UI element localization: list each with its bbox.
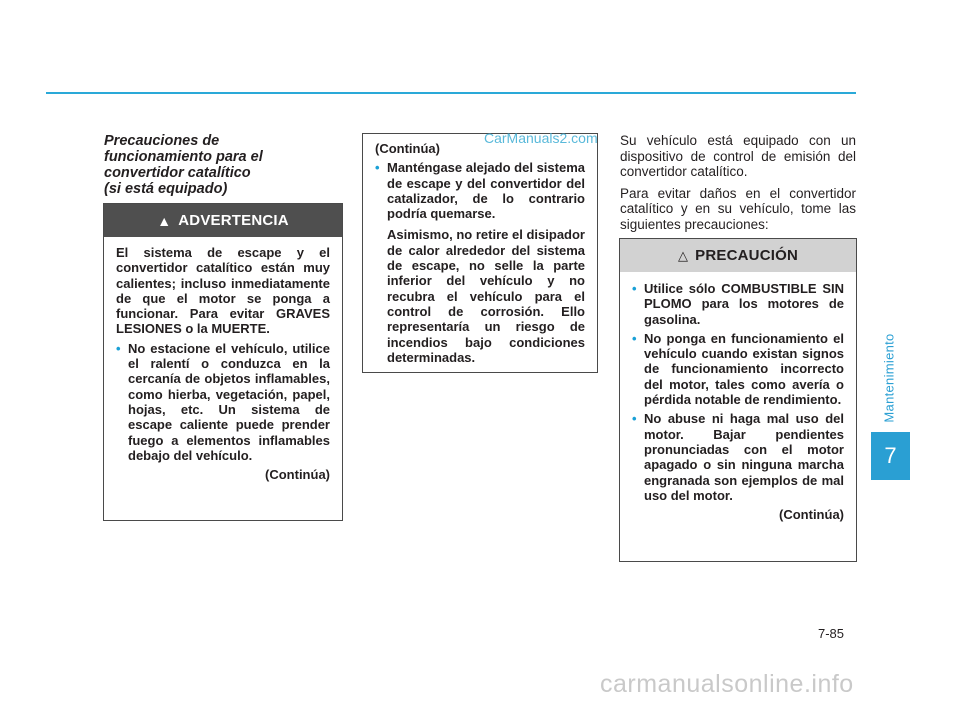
caution-box-title: PRECAUCIÓN	[695, 247, 799, 264]
bullet-dot-icon: •	[632, 281, 637, 296]
caution-continues: (Continúa)	[779, 507, 844, 523]
continued-bullet-text: Manténgase alejado del sistema de escape y del convertidor del catalizador, de lo contrario podría quemarse.	[387, 160, 585, 222]
section-title	[104, 133, 344, 197]
chapter-number: 7	[884, 443, 897, 468]
warning-triangle-icon: ▲	[157, 212, 172, 229]
bullet-dot-icon: •	[632, 330, 637, 346]
body-text	[620, 133, 856, 238]
bullet-dot-icon: •	[632, 411, 637, 427]
caution-bullet-text: Utilice sólo COMBUSTIBLE SIN PLOMO para los motores de gasolina.	[644, 281, 844, 327]
caution-bullet-text: No ponga en funcionamiento el vehículo cuando existan signos de funcionamiento incorrecto del motor, tales como avería o pérdida notable de rendimiento.	[644, 330, 844, 408]
section-title-line: funcionamiento para el	[104, 149, 263, 165]
warning-box-header	[104, 204, 342, 237]
caution-box	[619, 238, 857, 562]
caution-box-header	[620, 239, 856, 272]
continued-heading: (Continúa)	[375, 141, 440, 156]
bullet-dot-icon: •	[375, 160, 380, 176]
warning-continues: (Continúa)	[265, 467, 330, 483]
caution-bullet	[632, 331, 844, 407]
body-paragraph: Su vehículo está equipado con un dispositivo de control de emisión del convertidor catalítico.	[620, 133, 856, 179]
warning-box	[103, 203, 343, 521]
watermark: CarManuals2.com	[484, 130, 598, 146]
header-rule	[46, 92, 856, 94]
continued-bullet	[375, 160, 585, 221]
chapter-tab	[871, 432, 910, 480]
caution-bullet-text: No abuse ni haga mal uso del motor. Bajar pendientes pronunciadas con el motor apagado o sin ninguna marcha engranada son ejemplos de mal uso del motor.	[644, 411, 844, 503]
bullet-dot-icon: •	[116, 340, 121, 356]
caution-bullet	[632, 281, 844, 327]
caution-triangle-icon: △	[677, 248, 689, 263]
section-title-line: convertidor catalítico	[104, 165, 251, 181]
warning-bullet	[116, 341, 330, 463]
continued-paragraph: Asimismo, no retire el disipador de calor alrededor del sistema de escape, no selle la parte inferior del vehículo y no recubra el vehículo para el control de corrosión. Ello representaría un riesgo de incendios bajo condiciones determinadas.	[387, 227, 585, 365]
section-title-line: Precauciones de	[104, 133, 220, 149]
warning-intro: El sistema de escape y el convertidor catalítico están muy calientes; incluso inmediatamente de que el motor se ponga a funcionar. Para evitar GRAVES LESIONES o la MUERTE.	[116, 245, 330, 337]
warning-bullet-text: No estacione el vehículo, utilice el ralentí o conduzca en la cercanía de objetos inflamables, como hierba, vegetación, papel, hojas, etc. Un sistema de escape caliente puede prender fuego a elementos inflamables debajo del vehículo.	[128, 340, 330, 463]
warning-box-title: ADVERTENCIA	[178, 212, 289, 229]
section-title-line: (si está equipado)	[104, 181, 228, 197]
continued-box	[362, 133, 598, 373]
footer-watermark: carmanualsonline.info	[600, 670, 854, 698]
page-number: 7-85	[818, 626, 845, 641]
body-paragraph: Para evitar daños en el convertidor catalítico y en su vehículo, tome las siguientes precauciones:	[620, 185, 856, 232]
caution-bullet	[632, 411, 844, 503]
chapter-label: Mantenimiento	[881, 333, 897, 423]
